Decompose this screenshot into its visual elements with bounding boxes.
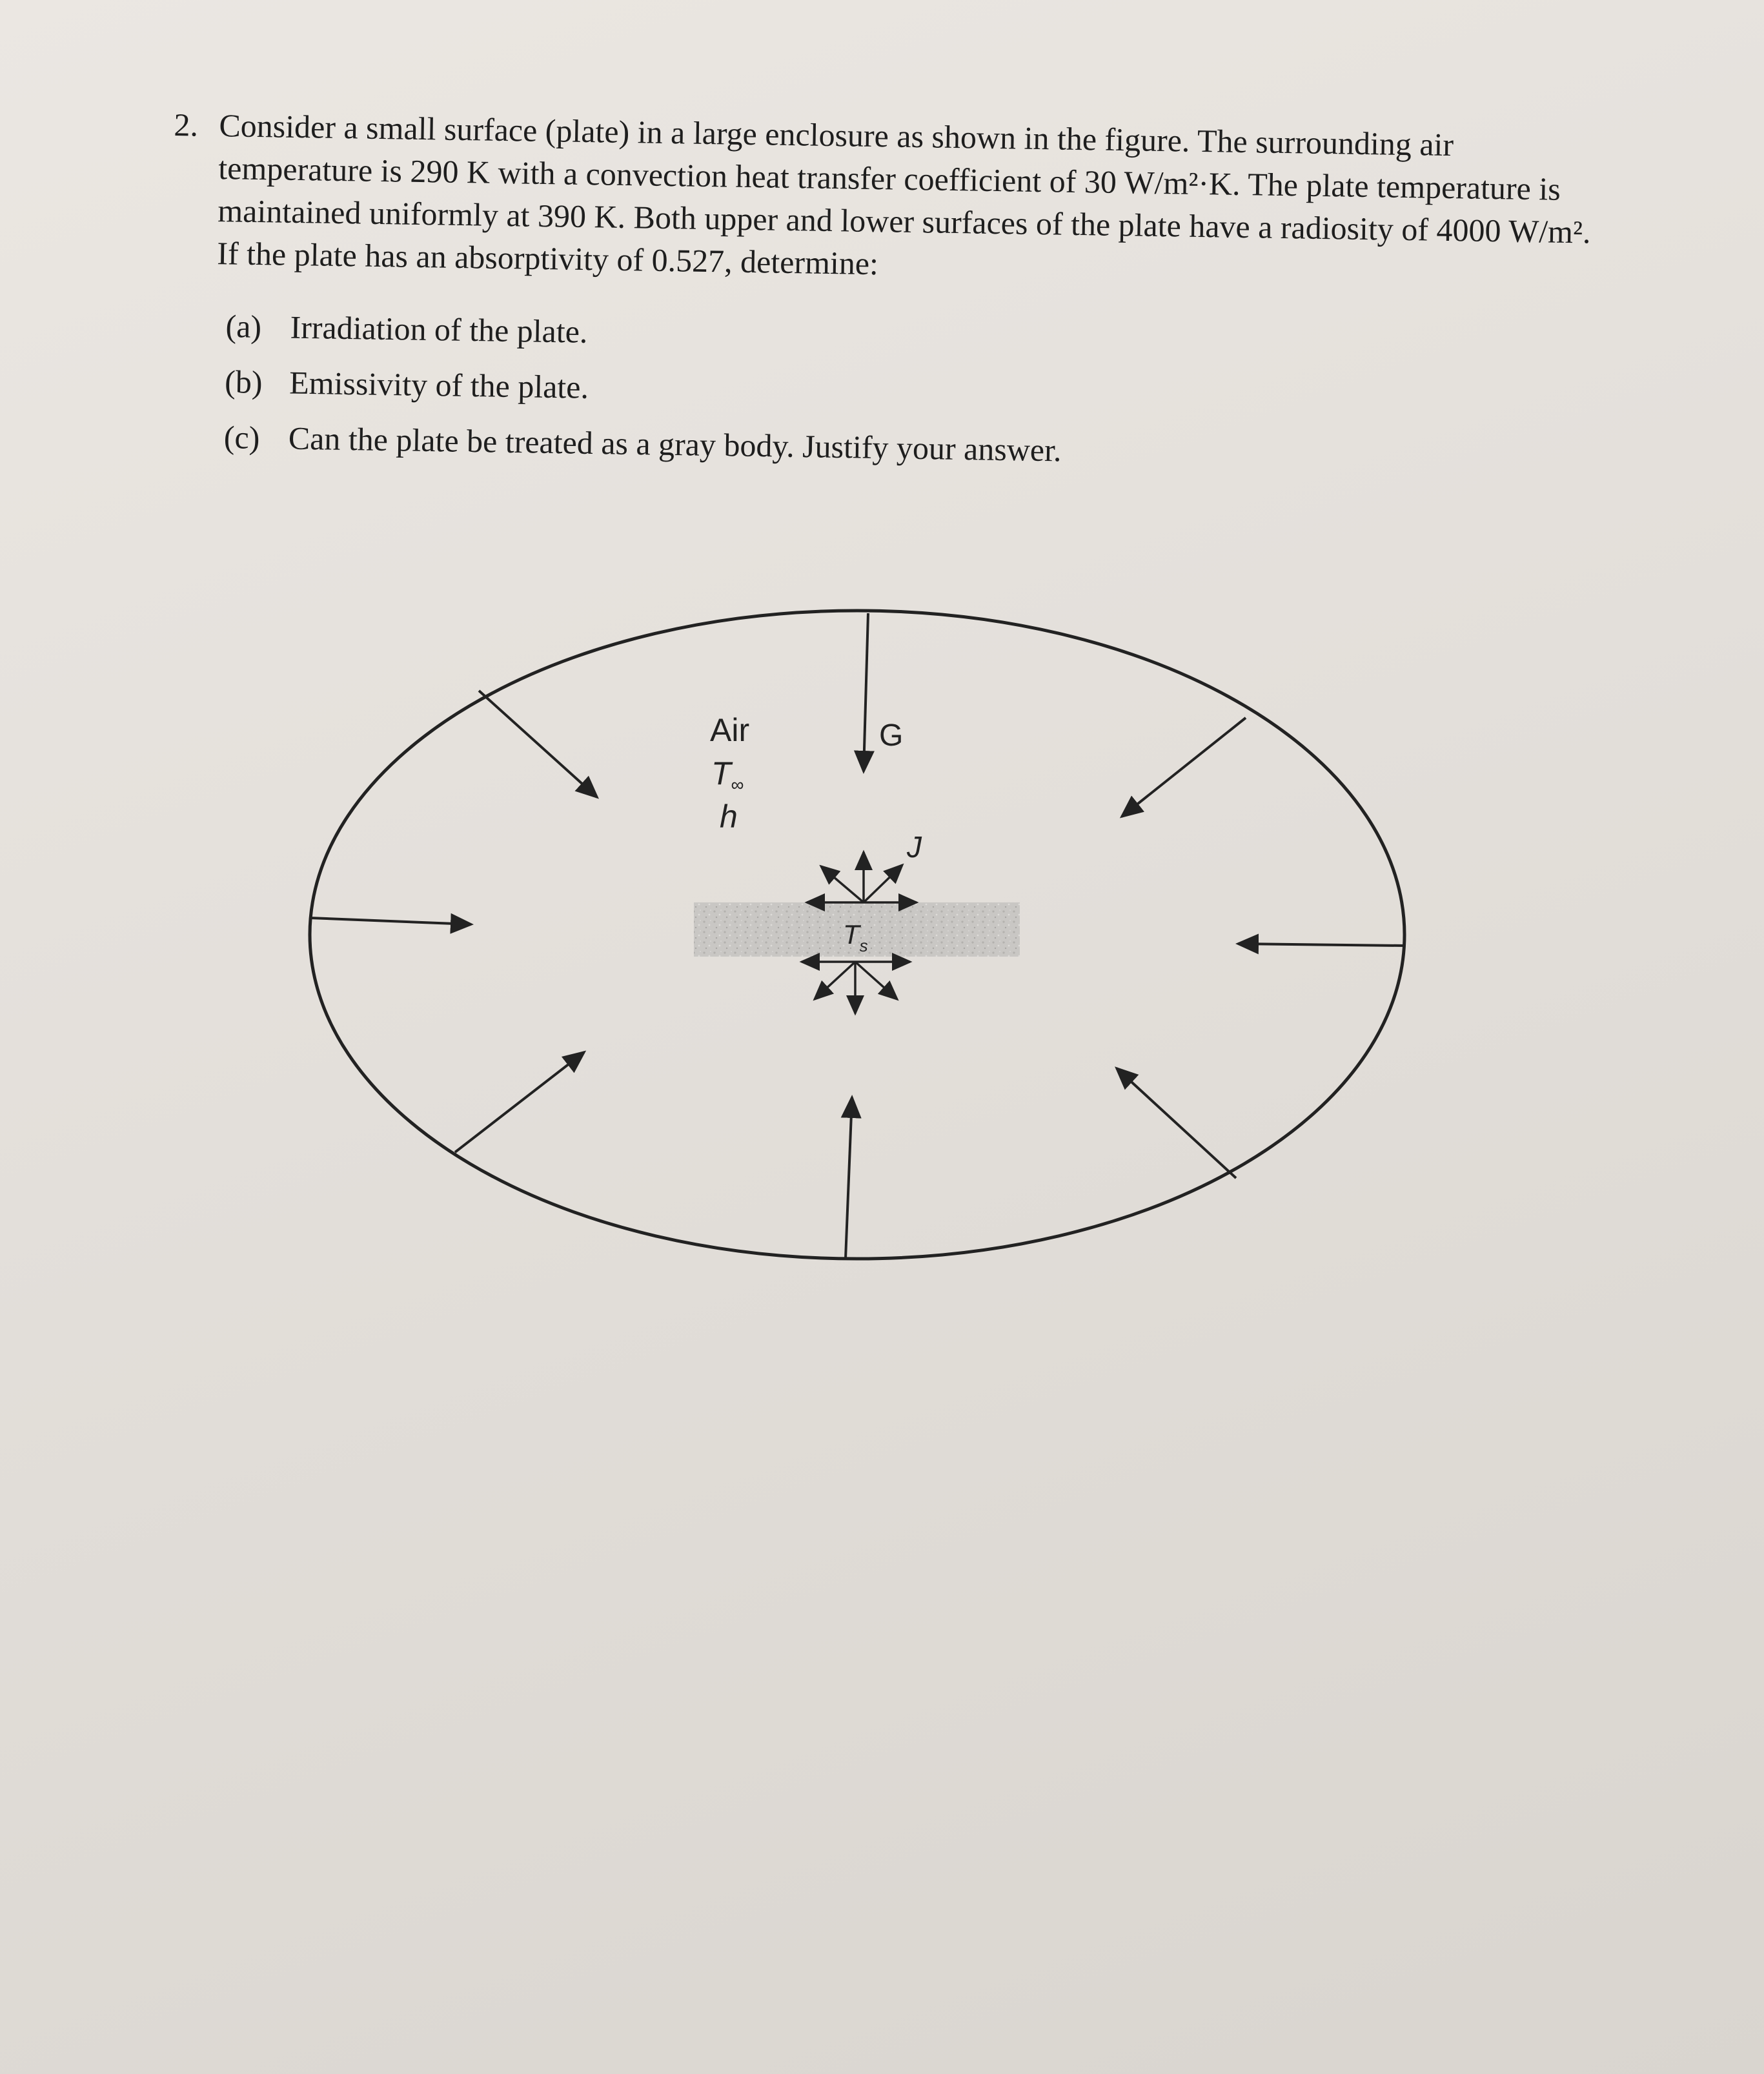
label-ts: $T_s$ (843, 919, 868, 955)
label-g: G (879, 718, 904, 753)
part-a-tag: (a) (225, 308, 262, 345)
label-air: Air (710, 712, 750, 748)
problem-text: Consider a small surface (plate) in a large enclosure as shown in the figure. The surrounding air temperature is 290 K with a convection heat transfer coefficient of 30 W/m²·K. The plate temperature is maintained uniformly at 390 K. Both upper and lower surfaces of the plate have a radiosity of 4000 W/m². If the plate has an absorptivity of 0.527, determine: (216, 107, 1591, 282)
arrow-top (864, 613, 868, 771)
part-b-text: Emissivity of the plate. (289, 364, 589, 405)
arrow-top-left (479, 691, 597, 797)
radiosity-arrows-top (807, 852, 917, 902)
arrow-bottom-left (455, 1052, 584, 1152)
arrow-bottom (846, 1097, 852, 1259)
part-b-tag: (b) (224, 363, 263, 400)
part-a-text: Irradiation of the plate. (290, 309, 588, 350)
label-j: J (907, 830, 922, 864)
arrow-top-right (1122, 718, 1246, 817)
radiosity-arrows-bottom (802, 962, 910, 1013)
arrow-right (1238, 944, 1404, 946)
label-h: h (720, 798, 738, 835)
part-c-text: Can the plate be treated as a gray body. Justify your answer. (288, 420, 1062, 469)
arrow-bottom-right (1117, 1068, 1236, 1178)
label-t-infinity: $T_\infty$ (711, 755, 744, 795)
arrow-left (310, 918, 471, 924)
problem-number: 2. (174, 106, 199, 143)
part-c-tag: (c) (223, 418, 260, 456)
